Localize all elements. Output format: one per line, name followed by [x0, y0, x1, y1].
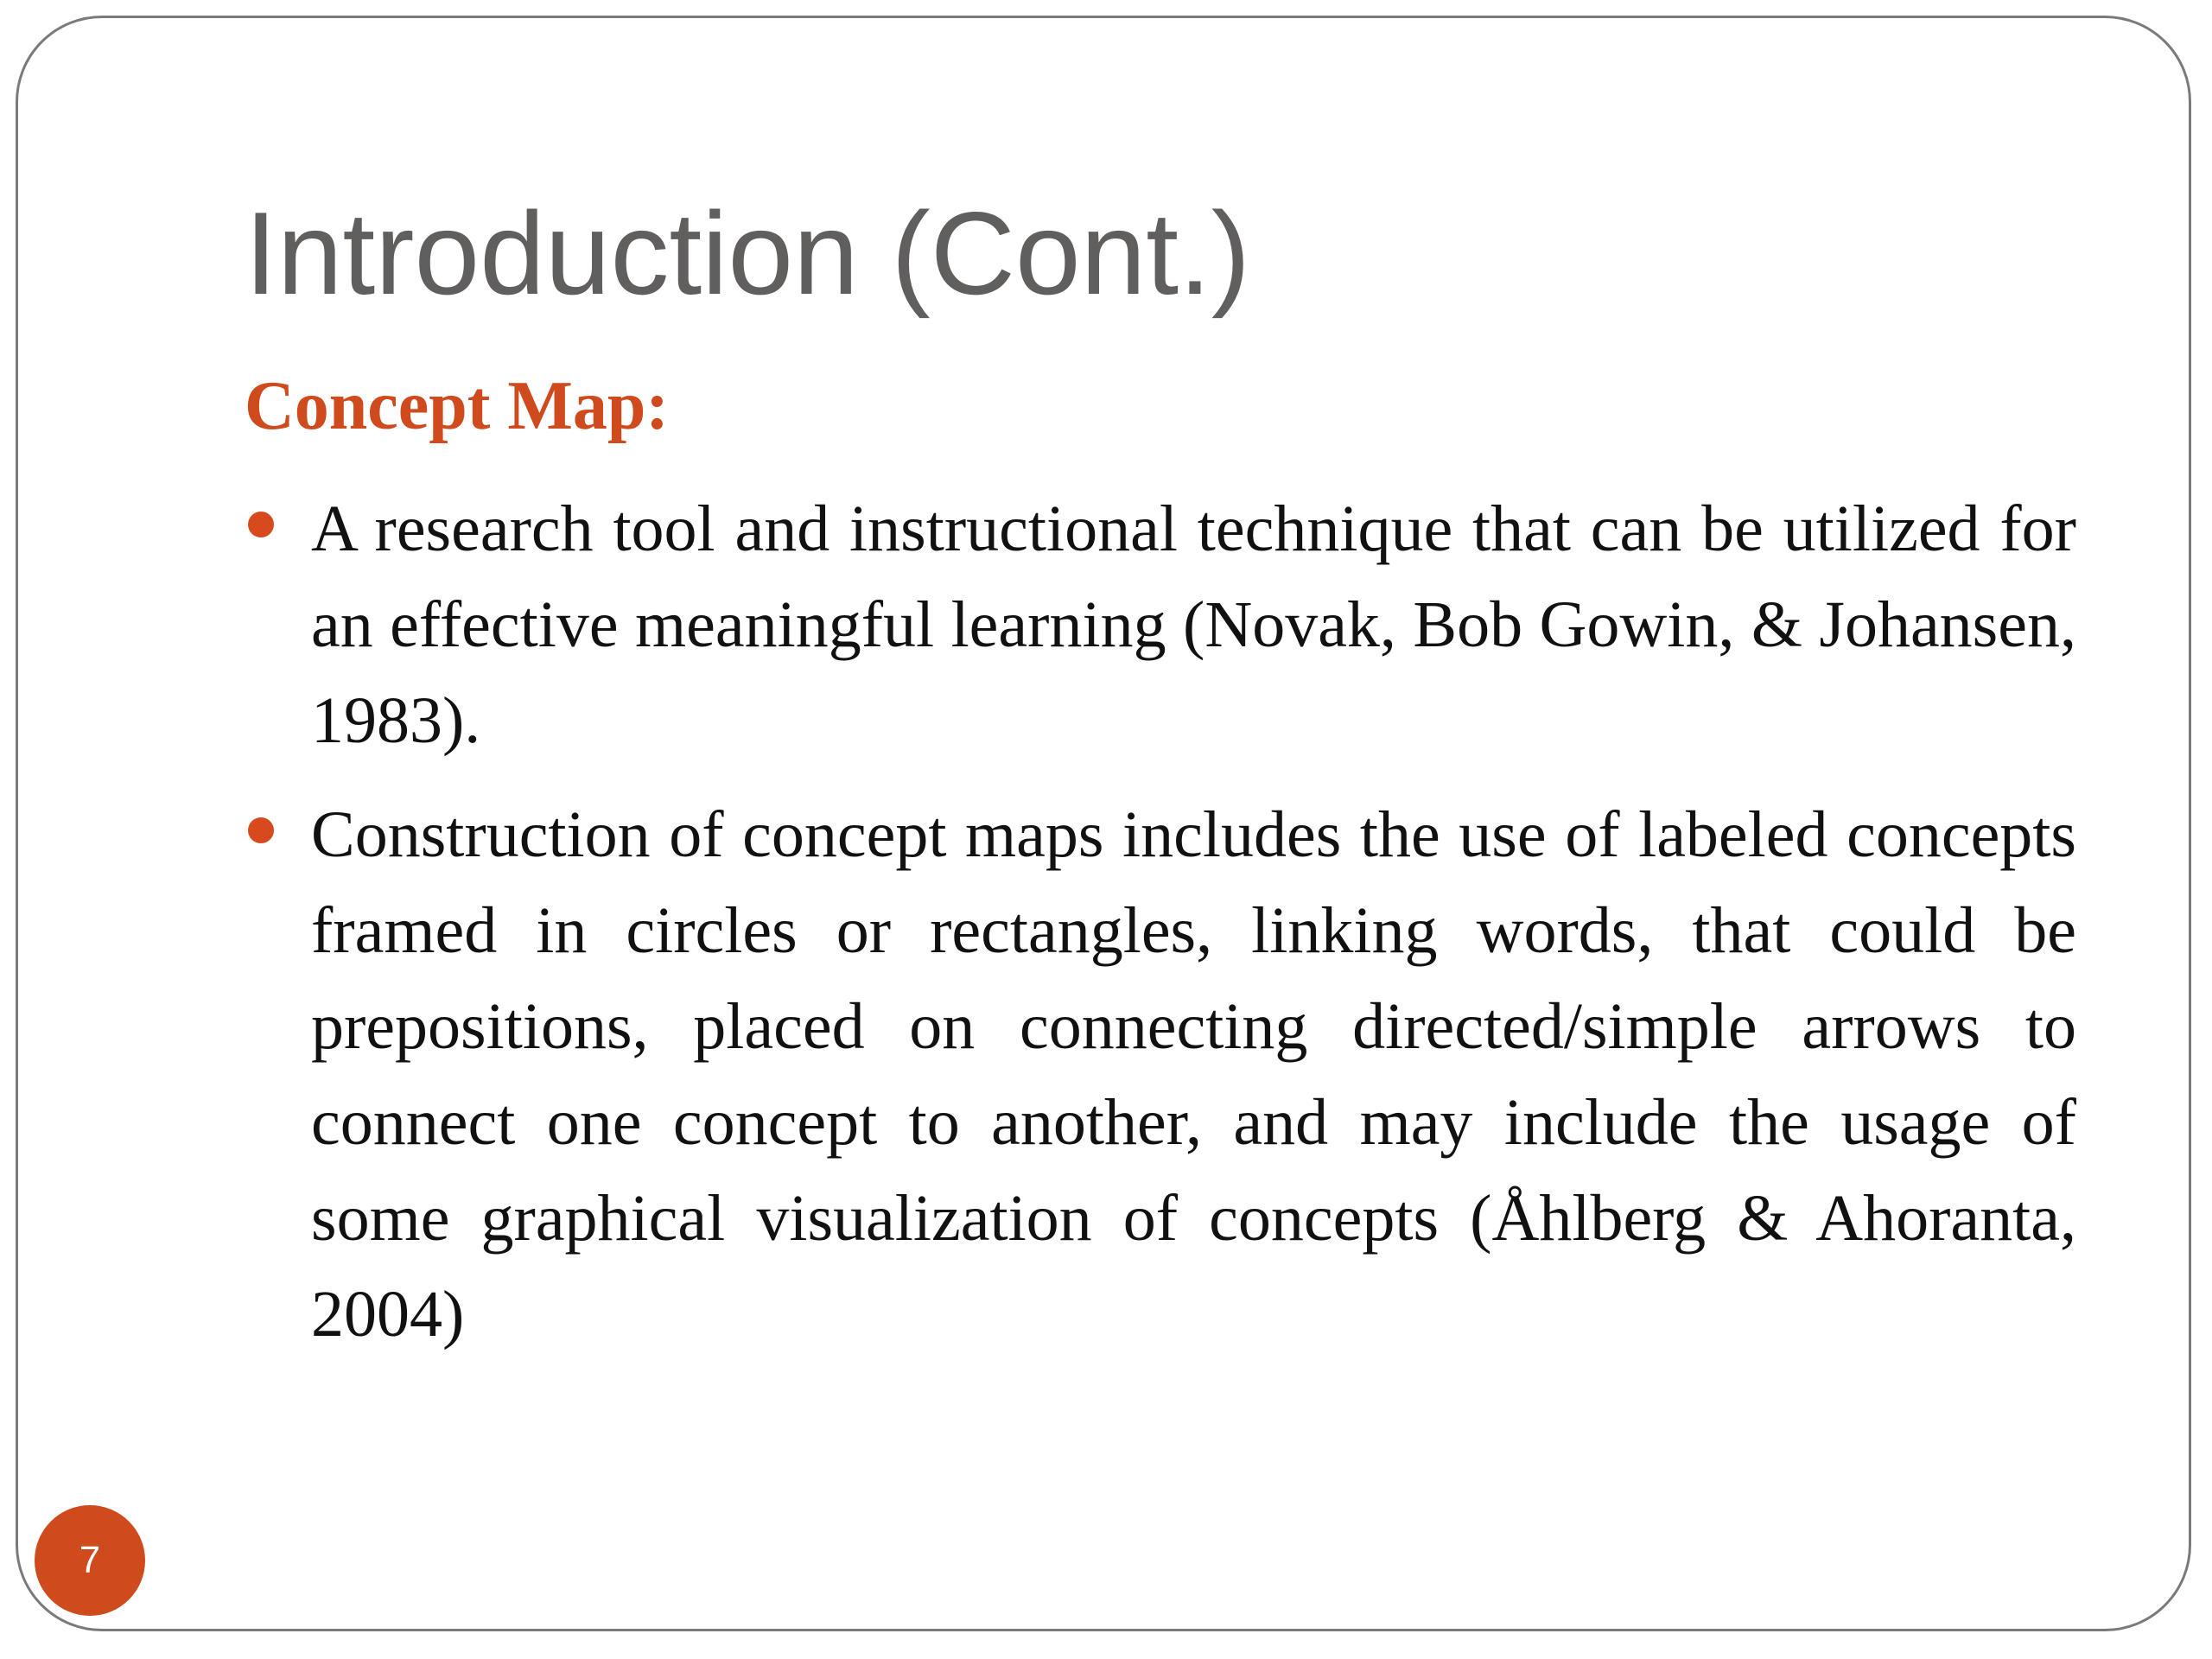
bullet-item-1 [245, 481, 2076, 769]
bullet-dot-icon [248, 512, 274, 537]
page-number-badge: 7 [35, 1505, 145, 1616]
bullet-dot-icon [248, 817, 274, 843]
bullet-item-2 [245, 787, 2076, 1363]
slide-title: Introduction (Cont.) [245, 188, 1251, 319]
bullet-text: Construction of concept maps includes the use of labeled concepts framed in circles or rectangles, linking words, that could be prepositions, placed on connecting directed/simple arrows to connect one concept to another, and may include the usage of some graphical visualization of concepts (Åhlberg & Ahoranta, 2004) [311, 798, 2076, 1351]
bullet-list [245, 481, 2076, 1381]
bullet-text: A research tool and instructional technique that can be utilized for an effective meaningful learning (Novak, Bob Gowin, & Johansen, 1983). [311, 493, 2076, 757]
section-subtitle: Concept Map: [245, 368, 670, 444]
